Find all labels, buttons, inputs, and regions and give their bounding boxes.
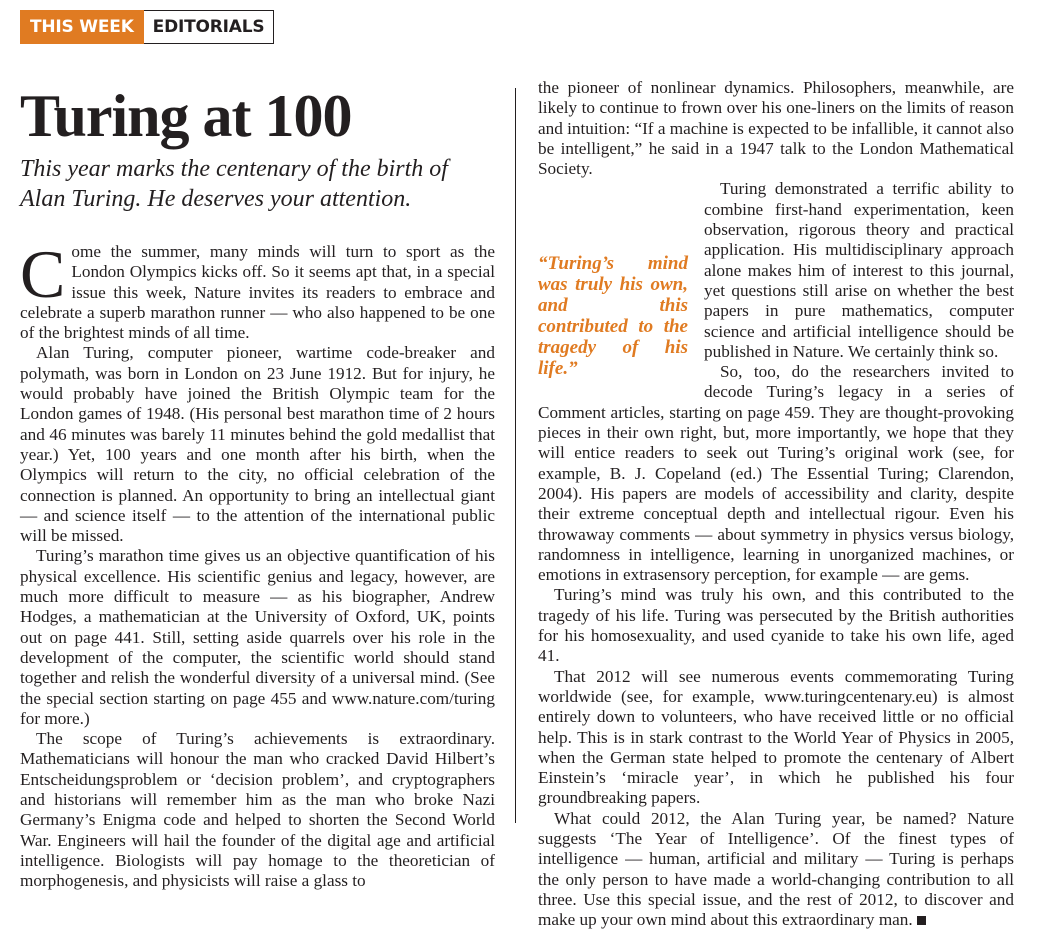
right-column xyxy=(538,78,1014,930)
paragraph xyxy=(538,809,1014,930)
paragraph: Turing’s marathon time gives us an objective quantification of his physical excellence. His scientific genius and legacy, however, are much more difficult to measure — as his biographer, Andrew Hodges, a mathematician at the University of Oxford, UK, points out on page 441. Still, setting aside quarrels over his role in the development of the computer, the scientific world should stand together and relish the wonderful diversity of a universal mind. (See the special section starting on page 455 and www.nature.com/turing for more.) xyxy=(20,546,495,728)
left-column xyxy=(20,85,495,892)
section-tag-this-week: THIS WEEK xyxy=(20,10,144,44)
left-column-body xyxy=(20,236,495,892)
section-tags xyxy=(20,10,274,44)
standfirst: This year marks the centenary of the birth of Alan Turing. He deserves your attention. xyxy=(20,156,448,212)
right-column-body xyxy=(538,78,1014,930)
paragraph: Turing demonstrated a terrific ability to combine first-hand experimentation, keen observation, rigorous theory and practical application. His multidisciplinary approach alone makes him of interest to this journal, yet questions still arise on whether the best papers in pure mathematics, computer science and artificial intelligence should be published in Nature. We certainly think so. xyxy=(704,179,1014,361)
paragraph: So, too, do the researchers invited to decode Turing’s legacy in a series of Comment articles, starting on page 459. They are thought-provoking pieces in their own right, but, more importantly, we hope that they will entice readers to seek out Turing’s original work (see, for example, B. J. Copeland (ed.) The Essential Turing; Clarendon, 2004). His papers are models of accessibility and clarity, despite their extreme conceptual depth and intellectual rigour. Even his throwaway comments — about symmetry in physics versus biology, randomness in intelligence, learning in unorganized machines, or emotions in extrasensory perception, for example — are gems. xyxy=(538,362,1014,585)
paragraph: That 2012 will see numerous events commemorating Turing worldwide (see, for example, www.turingcentenary.eu) is almost entirely down to volunteers, who have received little or no official help. This is in stark contrast to the World Year of Physics in 2005, when the German state helped to promote the centenary of Albert Einstein’s ‘miracle year’, in which he published his four groundbreaking papers. xyxy=(538,666,1014,808)
paragraph: Alan Turing, computer pioneer, wartime code-breaker and polymath, was born in London on 23 June 1912. But for injury, he would probably have joined the British Olympic team for the London games of 1948. (His personal best marathon time of 2 hours and 46 minutes was barely 11 minutes behind the gold medallist that year.) Yet, 100 years and one month after his birth, when the Olympics will return to the city, no official celebration of the connection is planned. An opportunity to bring an intellectual giant — and science itself — to the attention of the international public will be missed. xyxy=(20,343,495,546)
paragraph xyxy=(20,236,495,343)
paragraph-text: What could 2012, the Alan Turing year, be named? Nature suggests ‘The Year of Intelligence’. Of the finest types of intelligence — human, artificial and military — Turing is perhaps the only person to have made a world-changing contribution to all three. Use this special issue, and the rest of 2012, to discover and make up your own mind about this extraordinary man. xyxy=(538,808,1014,930)
drop-cap: C xyxy=(20,236,66,312)
pull-quote: “Turing’s mind was truly his own, and this contributed to the tragedy of his life.” xyxy=(538,253,688,380)
paragraph: Turing’s mind was truly his own, and this contributed to the tragedy of his life. Turing was persecuted by the British authorities for his homosexuality, and used cyanide to take his own life, aged 41. xyxy=(538,585,1014,666)
section-tag-editorials: EDITORIALS xyxy=(144,10,275,44)
paragraph-text: ome the summer, many minds will turn to sport as the London Olympics kicks off. So it seems apt that, in a special issue this week, Nature invites its readers to embrace and celebrate a superb marathon runner — who also happened to be one of the brightest minds of all time. xyxy=(20,242,495,343)
end-mark-icon xyxy=(917,916,926,925)
paragraph: the pioneer of nonlinear dynamics. Philosophers, meanwhile, are likely to continue to frown over his one-liners on the limits of reason and intuition: “If a machine is expected to be infallible, it cannot also be intelligent,” he said in a 1947 talk to the London Mathematical Society. xyxy=(538,78,1014,179)
column-divider xyxy=(515,88,516,823)
paragraph: The scope of Turing’s achievements is extraordinary. Mathematicians will honour the man who cracked David Hilbert’s Entscheidungsproblem or ‘decision problem’, and cryptographers and historians will remember him as the man who broke Nazi Germany’s Enigma code and helped to shorten the Second World War. Engineers will hail the founder of the digital age and artificial intelligence. Biologists will pay homage to the theoretician of morphogenesis, and physicists will raise a glass to xyxy=(20,729,495,891)
headline: Turing at 100 xyxy=(20,83,352,149)
